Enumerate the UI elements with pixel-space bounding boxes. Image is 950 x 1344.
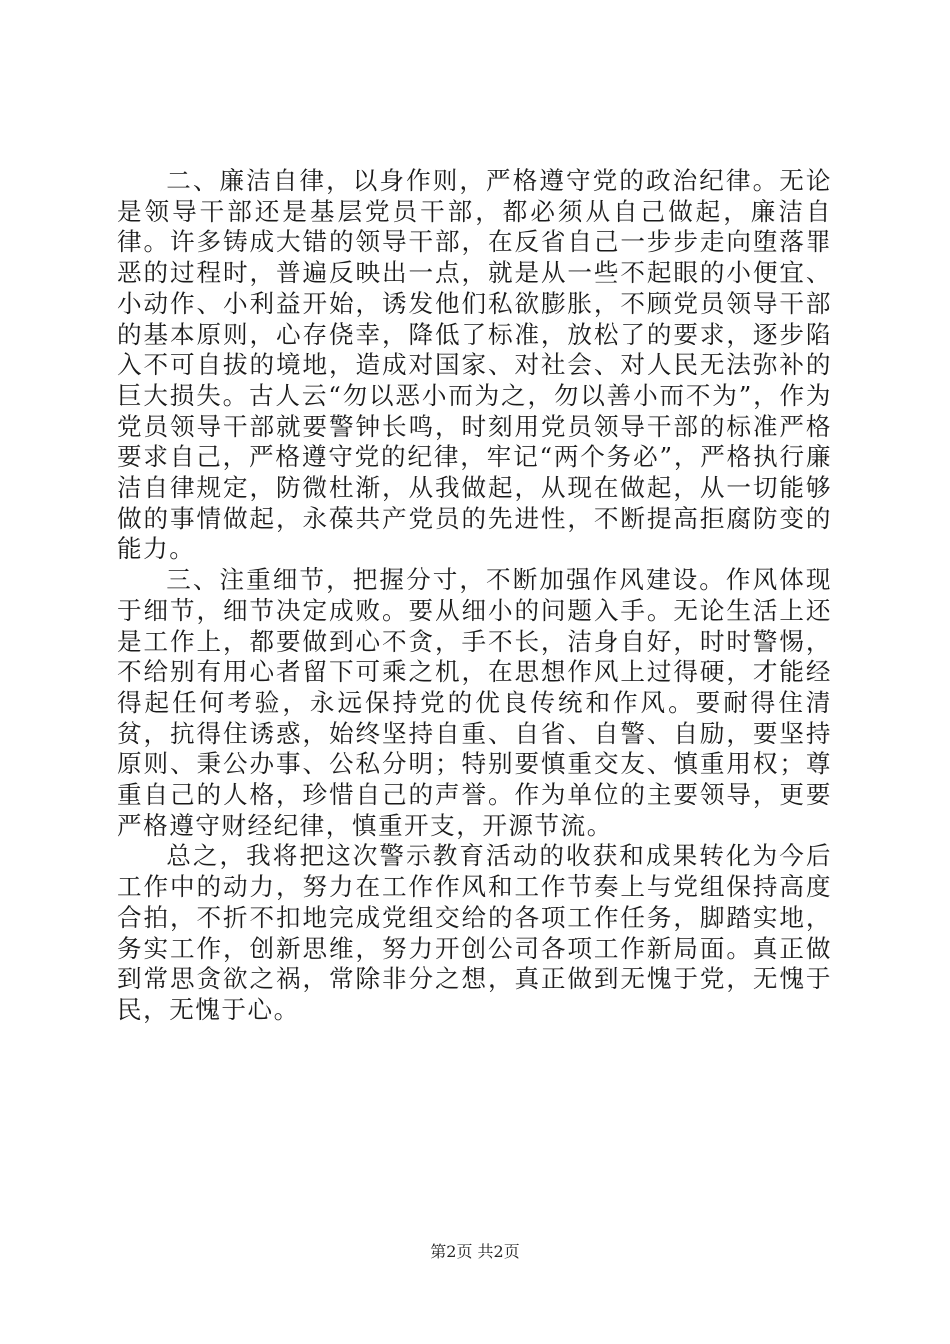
- paragraph-conclusion: 总之，我将把这次警示教育活动的收获和成果转化为今后工作中的动力，努力在工作作风和工作节奏上与党组保持高度合拍，不折不扣地完成党组交给的各项工作任务，脚踏实地，务实工作，创新思维，努力开创公司各项工作新局面。真正做到常思贪欲之祸，常除非分之想，真正做到无愧于党，无愧于民，无愧于心。: [117, 841, 832, 1024]
- paragraph-discipline: 二、廉洁自律，以身作则，严格遵守党的政治纪律。无论是领导干部还是基层党员干部，都必须从自己做起，廉洁自律。许多铸成大错的领导干部，在反省自己一步步走向堕落罪恶的过程时，普遍反映出一点，就是从一些不起眼的小便宜、小动作、小利益开始，诱发他们私欲膨胀，不顾党员领导干部的基本原则，心存侥幸，降低了标准，放松了的要求，逐步陷入不可自拔的境地，造成对国家、对社会、对人民无法弥补的巨大损失。古人云“勿以恶小而为之，勿以善小而不为”，作为党员领导干部就要警钟长鸣，时刻用党员领导干部的标准严格要求自己，严格遵守党的纪律，牢记“两个务必”，严格执行廉洁自律规定，防微杜渐，从我做起，从现在做起，从一切能够做的事情做起，永葆共产党员的先进性，不断提高拒腐防变的能力。: [117, 166, 832, 564]
- document-body: [117, 166, 832, 1026]
- page-number-footer: 第2页 共2页: [430, 1242, 520, 1261]
- paragraph-work-style: 三、注重细节，把握分寸，不断加强作风建设。作风体现于细节，细节决定成败。要从细小的问题入手。无论生活上还是工作上，都要做到心不贪，手不长，洁身自好，时时警惕，不给别有用心者留下可乘之机，在思想作风上过得硬，才能经得起任何考验，永远保持党的优良传统和作风。要耐得住清贫，抗得住诱惑，始终坚持自重、自省、自警、自励，要坚持原则、秉公办事、公私分明；特别要慎重交友、慎重用权；尊重自己的人格，珍惜自己的声誉。作为单位的主要领导，更要严格遵守财经纪律，慎重开支，开源节流。: [117, 565, 832, 840]
